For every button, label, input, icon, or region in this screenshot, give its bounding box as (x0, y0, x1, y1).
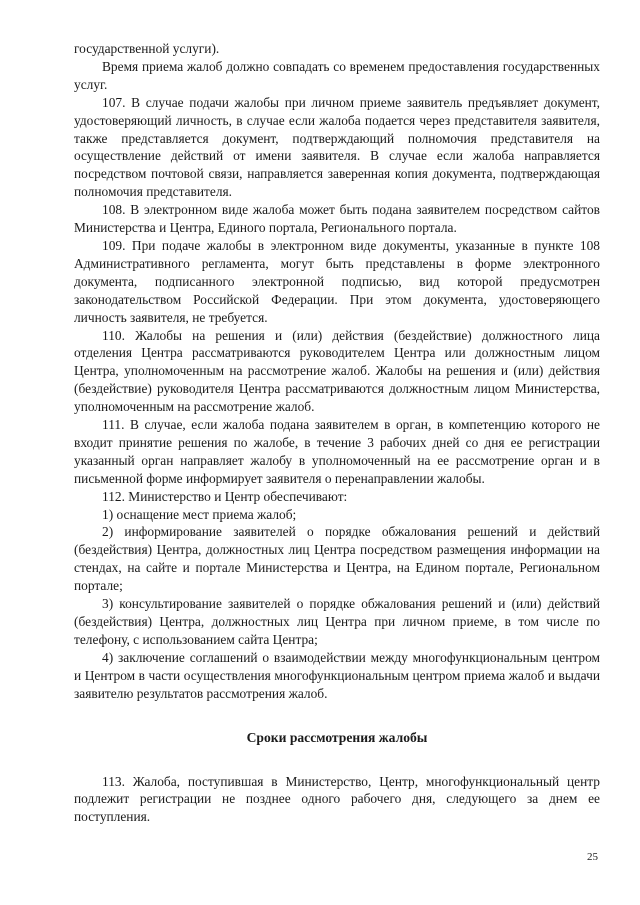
page-number: 25 (587, 851, 598, 863)
paragraph: государственной услуги). (74, 41, 220, 56)
paragraph: 113. Жалоба, поступившая в Министерство, Центр, многофункциональный центр подлежит регистрации не позднее одного рабочего дня, следующего за днем ее поступления. (74, 773, 600, 825)
document-body-after (74, 773, 600, 827)
paragraph: 107. В случае подачи жалобы при личном приеме заявитель предъявляет документ, удостоверяющий личность, в случае если жалоба подается через представителя заявителя, также представляется документ, подтверждающий полномочия представителя на осуществление действий от имени заявителя. В случае если жалоба направляется посредством почтовой связи, направляется заверенная копия документа, подтверждающая полномочия представителя. (74, 94, 600, 200)
paragraph: 1) оснащение мест приема жалоб; (102, 506, 297, 522)
document-page (74, 40, 600, 826)
paragraph: 2) информирование заявителей о порядке обжалования решений и действий (бездействия) Центра, должностных лиц Центра посредством размещения информации на стендах, на сайте и портале Министерства и Центра, на Едином портале, Региональном портале; (74, 524, 600, 594)
paragraph: 4) заключение соглашений о взаимодействии между многофункциональным центром и Центром в части осуществления многофункциональным центром приема жалоб и выдачи заявителю результатов рассмотрения жалоб. (74, 649, 600, 701)
paragraph: 3) консультирование заявителей о порядке обжалования решений и (или) действий (бездействия) Центра, должностных лиц Центра при личном приеме, в том числе по телефону, с использованием сайта Центра; (74, 596, 600, 647)
paragraph: 109. При подаче жалобы в электронном виде документы, указанные в пункте 108 Административного регламента, могут быть представлены в форме электронного документа, подписанного электронной подписью, вид которой предусмотрен законодательством Российской Федерации. При этом документа, удостоверяющего личность заявителя, не требуется. (74, 237, 600, 325)
paragraph: 112. Министерство и Центр обеспечивают: (102, 488, 348, 504)
paragraph: 108. В электронном виде жалоба может быть подана заявителем посредством сайтов Министерства и Центра, Единого портала, Регионального портала. (74, 202, 600, 236)
paragraph: Время приема жалоб должно совпадать со временем предоставления государственных услуг. (74, 58, 600, 92)
section-heading: Сроки рассмотрения жалобы (246, 729, 428, 745)
document-body-before (74, 40, 600, 703)
paragraph: 111. В случае, если жалоба подана заявителем в орган, в компетенцию которого не входит принятие решения по жалобе, в течение 3 рабочих дней со дня ее регистрации указанный орган направляет жалобу в уполномоченный на ее рассмотрение орган и в письменной форме информирует заявителя о перенаправлении жалобы. (74, 417, 600, 486)
paragraph: 110. Жалобы на решения и (или) действия (бездействие) должностного лица отделения Центра рассматриваются руководителем Центра или должностным лицом Центра, уполномоченным на рассмотрение жалоб. Жалобы на решения и (или) действия (бездействие) руководителя Центра рассматриваются должностным лицом Министерства, уполномоченным на рассмотрение жалоб. (74, 327, 600, 415)
